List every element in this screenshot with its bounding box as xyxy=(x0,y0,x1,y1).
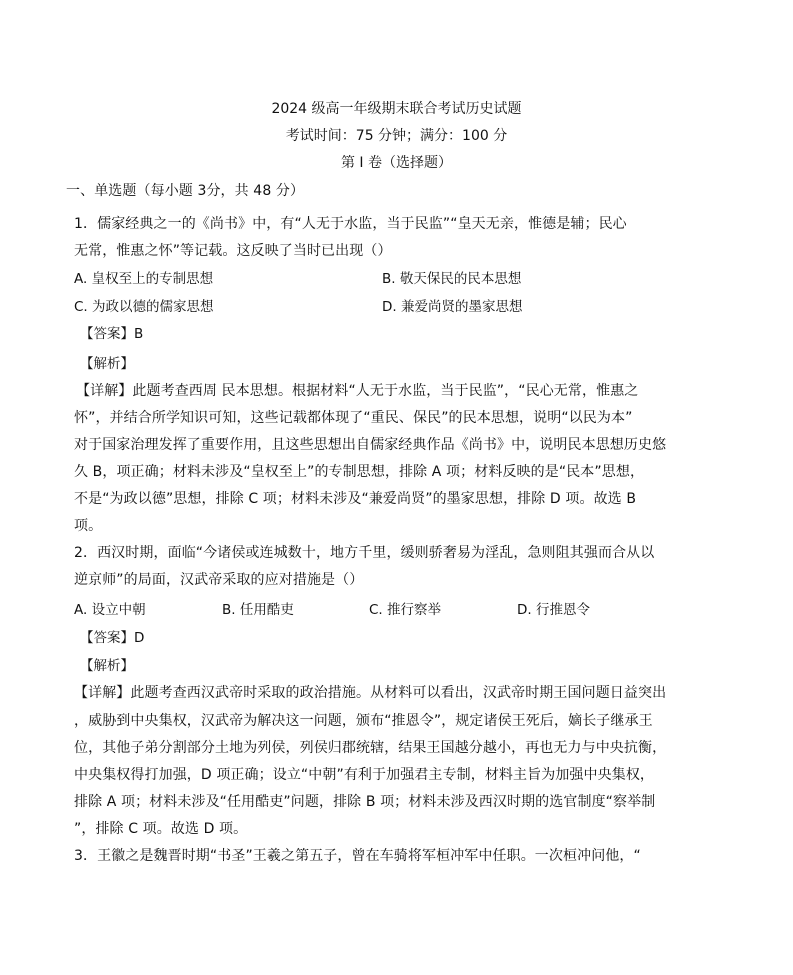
section-heading: 一、单选题（每小题 3分，共 48 分） xyxy=(66,183,305,199)
exam-subtitle: 考试时间：75 分钟；满分：100 分 xyxy=(285,128,508,144)
q2-detail-line-5: 排除 A 项；材料未涉及“任用酷吏”问题，排除 B 项；材料未涉及西汉时期的选官制度“察举制 xyxy=(74,794,656,810)
q1-analysis-label: 【解析】 xyxy=(80,356,134,372)
q2-answer: 【答案】D xyxy=(80,630,145,646)
exam-title: 2024 级高一年级期末联合考试历史试题 xyxy=(271,101,522,117)
q1-stem-line-2: 无常，惟惠之怀”等记载。这反映了当时已出现（） xyxy=(74,243,392,259)
q2-detail-line-4: 中央集权得打加强，D 项正确；设立“中朝”有利于加强君主专制，材料主旨为加强中央集权， xyxy=(74,767,655,783)
q1-detail-line-5: 不是“为政以德”思想，排除 C 项；材料未涉及“兼爱尚贤”的墨家思想，排除 D 项。故选 B xyxy=(74,491,637,507)
q1-detail-line-3: 对于国家治理发挥了重要作用，且这些思想出自儒家经典作品《尚书》中，说明民本思想历史悠 xyxy=(74,437,667,453)
q2-analysis-label: 【解析】 xyxy=(80,658,134,674)
q1-option-d: D. 兼爱尚贤的墨家思想 xyxy=(382,299,523,315)
q2-detail-line-1: 【详解】此题考查西汉武帝时采取的政治措施。从材料可以看出，汉武帝时期王国问题日益突出 xyxy=(74,685,667,701)
volume-heading: 第 I 卷（选择题） xyxy=(340,155,453,171)
q1-detail-line-2: 怀”，并结合所学知识可知，这些记载都体现了“重民、保民”的民本思想，说明“以民为本” xyxy=(74,410,633,426)
q2-stem-line-1: 2．西汉时期，面临“今诸侯或连城数十，地方千里，缓则骄奢易为淫乱，急则阻其强而合从以 xyxy=(74,545,655,561)
q2-option-d: D. 行推恩令 xyxy=(517,602,590,618)
q2-stem-line-2: 逆京师”的局面，汉武帝采取的应对措施是（） xyxy=(74,572,364,588)
q2-detail-line-2: ，威胁到中央集权，汉武帝为解决这一问题，颁布“推恩令”，规定诸侯王死后，嫡长子继承王 xyxy=(74,713,653,729)
q2-option-a: A. 设立中朝 xyxy=(74,602,146,618)
q1-option-c: C. 为政以德的儒家思想 xyxy=(74,299,214,315)
q1-answer: 【答案】B xyxy=(80,326,144,342)
q1-stem-line-1: 1．儒家经典之一的《尚书》中，有“人无于水监，当于民监”“皇天无亲，惟德是辅；民心 xyxy=(74,216,627,232)
q2-detail-line-3: 位，其他子弟分割部分土地为列侯，列侯归郡统辖，结果王国越分越小，再也无力与中央抗衡， xyxy=(74,740,667,756)
q1-detail-line-6: 项。 xyxy=(74,518,103,534)
q2-option-b: B. 任用酷吏 xyxy=(222,602,294,618)
q1-option-a: A. 皇权至上的专制思想 xyxy=(74,271,214,287)
q2-option-c: C. 推行察举 xyxy=(369,602,442,618)
q1-detail-line-4: 久 B，项正确；材料未涉及“皇权至上”的专制思想，排除 A 项；材料反映的是“民本”思想， xyxy=(74,464,645,480)
q1-detail-line-1: 【详解】此题考查西周 民本思想。根据材料“人无于水监，当于民监”，“民心无常，惟惠之 xyxy=(76,383,639,399)
q1-option-b: B. 敬天保民的民本思想 xyxy=(382,271,522,287)
q3-stem-line-1: 3．王徽之是魏晋时期“书圣”王羲之第五子，曾在车骑将军桓冲军中任职。一次桓冲问他，“ xyxy=(74,848,641,864)
q2-detail-line-6: ”，排除 C 项。故选 D 项。 xyxy=(74,821,248,837)
